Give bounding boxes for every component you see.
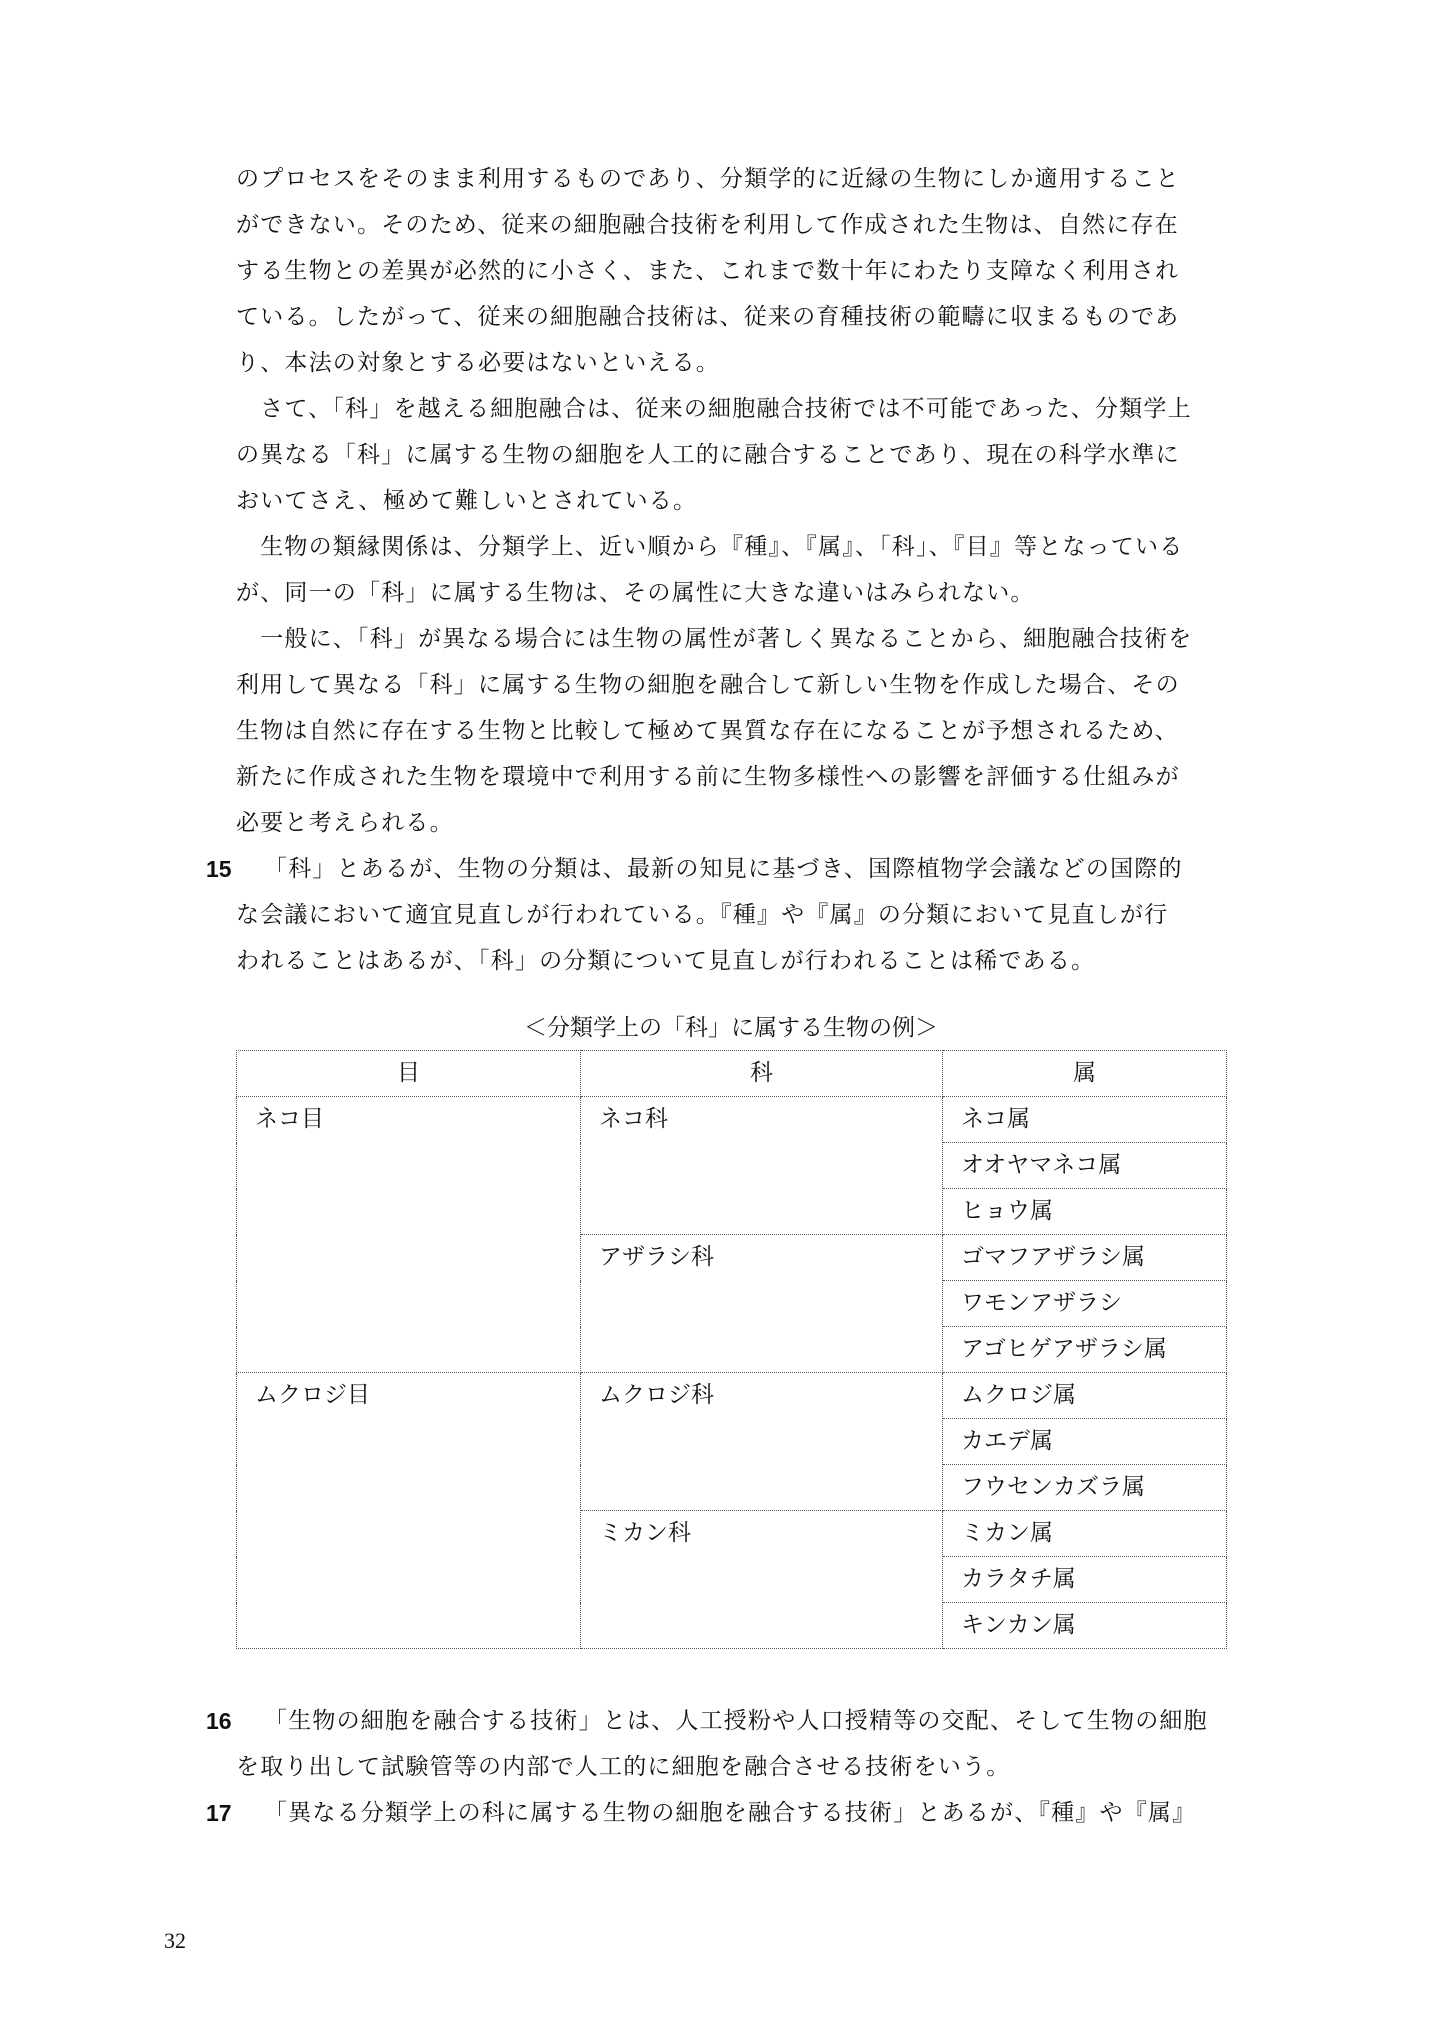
- genus-cell: カエデ属: [943, 1419, 1227, 1465]
- note-line: 「科」とあるが、生物の分類は、最新の知見に基づき、国際植物学会議などの国際的: [264, 856, 1183, 882]
- genus-cell: ヒョウ属: [943, 1189, 1227, 1235]
- genus-cell: ネコ属: [943, 1097, 1227, 1143]
- note-number: 16: [206, 1708, 232, 1734]
- genus-cell: ムクロジ属: [943, 1373, 1227, 1419]
- table-row: [237, 1097, 1227, 1143]
- taxonomy-table: [236, 1050, 1227, 1649]
- body-line: 生物の類縁関係は、分類学上、近い順から『種』、『属』、「科」、『目』等となっている: [236, 534, 1184, 560]
- note-number: 15: [206, 856, 232, 882]
- order-cell: ムクロジ目: [237, 1373, 581, 1649]
- body-line: ている。したがって、従来の細胞融合技術は、従来の育種技術の範疇に収まるものであ: [236, 304, 1180, 330]
- body-line: さて、「科」を越える細胞融合は、従来の細胞融合技術では不可能であった、分類学上: [236, 396, 1192, 422]
- genus-cell: フウセンカズラ属: [943, 1465, 1227, 1511]
- body-line: おいてさえ、極めて難しいとされている。: [236, 488, 698, 514]
- body-line: の異なる「科」に属する生物の細胞を人工的に融合することであり、現在の科学水準に: [236, 442, 1180, 468]
- note-number: 17: [206, 1800, 232, 1826]
- body-line: 新たに作成された生物を環境中で利用する前に生物多様性への影響を評価する仕組みが: [236, 764, 1180, 790]
- family-cell: ムクロジ科: [581, 1373, 943, 1511]
- note-line: 「異なる分類学上の科に属する生物の細胞を融合する技術」とあるが、『種』や『属』: [264, 1800, 1197, 1826]
- genus-cell: アゴヒゲアザラシ属: [943, 1327, 1227, 1373]
- body-line: のプロセスをそのまま利用するものであり、分類学的に近縁の生物にしか適用すること: [236, 166, 1180, 192]
- genus-cell: ワモンアザラシ: [943, 1281, 1227, 1327]
- table-header-row: [237, 1051, 1227, 1097]
- note-line: な会議において適宜見直しが行われている。『種』や『属』の分類において見直しが行: [236, 902, 1169, 928]
- family-cell: ミカン科: [581, 1511, 943, 1649]
- header-genus: 属: [943, 1051, 1227, 1097]
- body-line: 生物は自然に存在する生物と比較して極めて異質な存在になることが予想されるため、: [236, 718, 1179, 744]
- note-line: を取り出して試験管等の内部で人工的に細胞を融合させる技術をいう。: [236, 1754, 1011, 1780]
- body-line: する生物との差異が必然的に小さく、また、これまで数十年にわたり支障なく利用され: [236, 258, 1180, 284]
- family-cell: アザラシ科: [581, 1235, 943, 1373]
- table-caption: ＜分類学上の「科」に属する生物の例＞: [524, 1015, 938, 1041]
- order-cell: ネコ目: [237, 1097, 581, 1373]
- genus-cell: ゴマフアザラシ属: [943, 1235, 1227, 1281]
- genus-cell: ミカン属: [943, 1511, 1227, 1557]
- body-line: 必要と考えられる。: [236, 810, 454, 836]
- body-line: ができない。そのため、従来の細胞融合技術を利用して作成された生物は、自然に存在: [236, 212, 1179, 238]
- header-family: 科: [581, 1051, 943, 1097]
- body-line: が、同一の「科」に属する生物は、その属性に大きな違いはみられない。: [236, 580, 1035, 606]
- body-line: 一般に、「科」が異なる場合には生物の属性が著しく異なることから、細胞融合技術を: [236, 626, 1193, 652]
- body-line: 利用して異なる「科」に属する生物の細胞を融合して新しい生物を作成した場合、その: [236, 672, 1180, 698]
- body-line: り、本法の対象とする必要はないといえる。: [236, 350, 720, 376]
- note-line: 「生物の細胞を融合する技術」とは、人工授粉や人口授精等の交配、そして生物の細胞: [264, 1708, 1208, 1734]
- header-order: 目: [237, 1051, 581, 1097]
- genus-cell: オオヤマネコ属: [943, 1143, 1227, 1189]
- note-line: われることはあるが、「科」の分類について見直しが行われることは稀である。: [236, 948, 1096, 974]
- family-cell: ネコ科: [581, 1097, 943, 1235]
- table-row: [237, 1373, 1227, 1419]
- genus-cell: カラタチ属: [943, 1557, 1227, 1603]
- genus-cell: キンカン属: [943, 1603, 1227, 1649]
- page-number: 32: [164, 1928, 186, 1953]
